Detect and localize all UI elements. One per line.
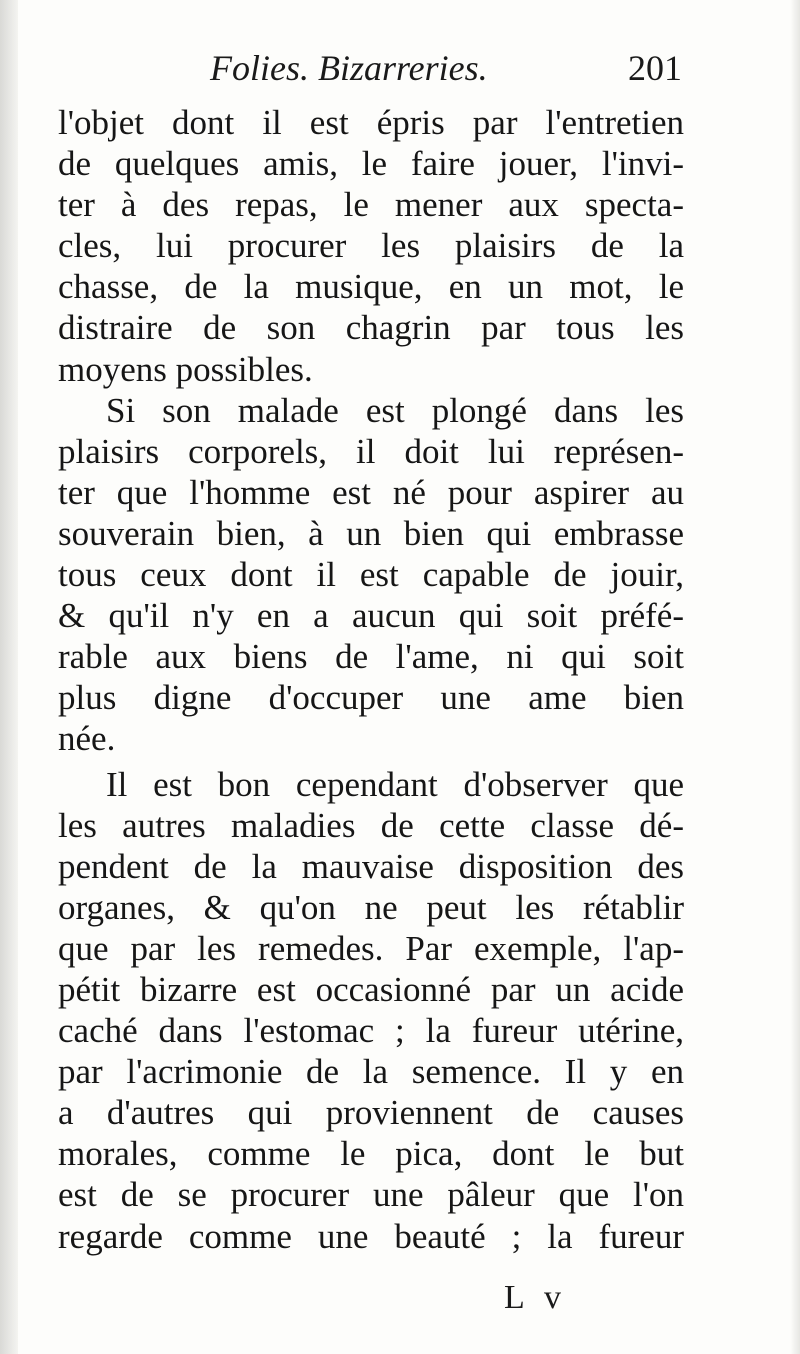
text-line: tous ceux dont il est capable de jouir, [58, 555, 684, 595]
text-line: Si son malade est plongé dans les [106, 390, 684, 430]
body-text [58, 102, 684, 1257]
text-line: ter que l'homme est né pour aspirer au [58, 472, 684, 512]
text-line: chasse, de la musique, en un mot, le [58, 267, 684, 307]
text-line: que par les remedes. Par exemple, l'ap- [58, 928, 684, 968]
text-line: l'objet dont il est épris par l'entretien [58, 103, 684, 142]
text-line: cles, lui procurer les plaisirs de la [58, 226, 684, 266]
text-line: plus digne d'occuper une ame bien [58, 678, 684, 718]
text-line: pendent de la mauvaise disposition des [58, 846, 684, 886]
text-line: Il est bon cependant d'observer que [106, 764, 684, 804]
signature-mark: L v [504, 1279, 568, 1316]
text-line: moyens possibles. [58, 349, 313, 389]
text-line: & qu'il n'y en a aucun qui soit préfé- [58, 596, 684, 636]
page-edge-shadow [790, 0, 800, 1354]
text-line: ter à des repas, le mener aux specta- [58, 185, 684, 225]
text-line: souverain bien, à un bien qui embrasse [58, 513, 684, 553]
text-line: distraire de son chagrin par tous les [58, 308, 684, 348]
page-number: 201 [628, 48, 682, 88]
running-title: Folies. Bizarreries. [210, 48, 488, 88]
text-line: les autres maladies de cette classe dé- [58, 805, 684, 845]
text-line: pétit bizarre est occasionné par un acide [58, 969, 684, 1009]
page-gutter-shadow [0, 0, 18, 1354]
text-line: plaisirs corporels, il doit lui représen- [58, 431, 684, 471]
text-line: est de se procurer une pâleur que l'on [58, 1175, 684, 1215]
text-line: a d'autres qui proviennent de causes [58, 1093, 684, 1133]
text-line: rable aux biens de l'ame, ni qui soit [58, 637, 684, 677]
text-line: de quelques amis, le faire jouer, l'invi- [58, 144, 684, 184]
running-header [60, 44, 680, 92]
text-line: née. [58, 719, 116, 759]
text-line: caché dans l'estomac ; la fureur utérine, [58, 1011, 684, 1051]
text-line: organes, & qu'on ne peut les rétablir [58, 887, 684, 927]
text-line: par l'acrimonie de la semence. Il y en [58, 1052, 684, 1092]
text-line: morales, comme le pica, dont le but [58, 1134, 684, 1174]
text-line: regarde comme une beauté ; la fureur [58, 1216, 684, 1256]
